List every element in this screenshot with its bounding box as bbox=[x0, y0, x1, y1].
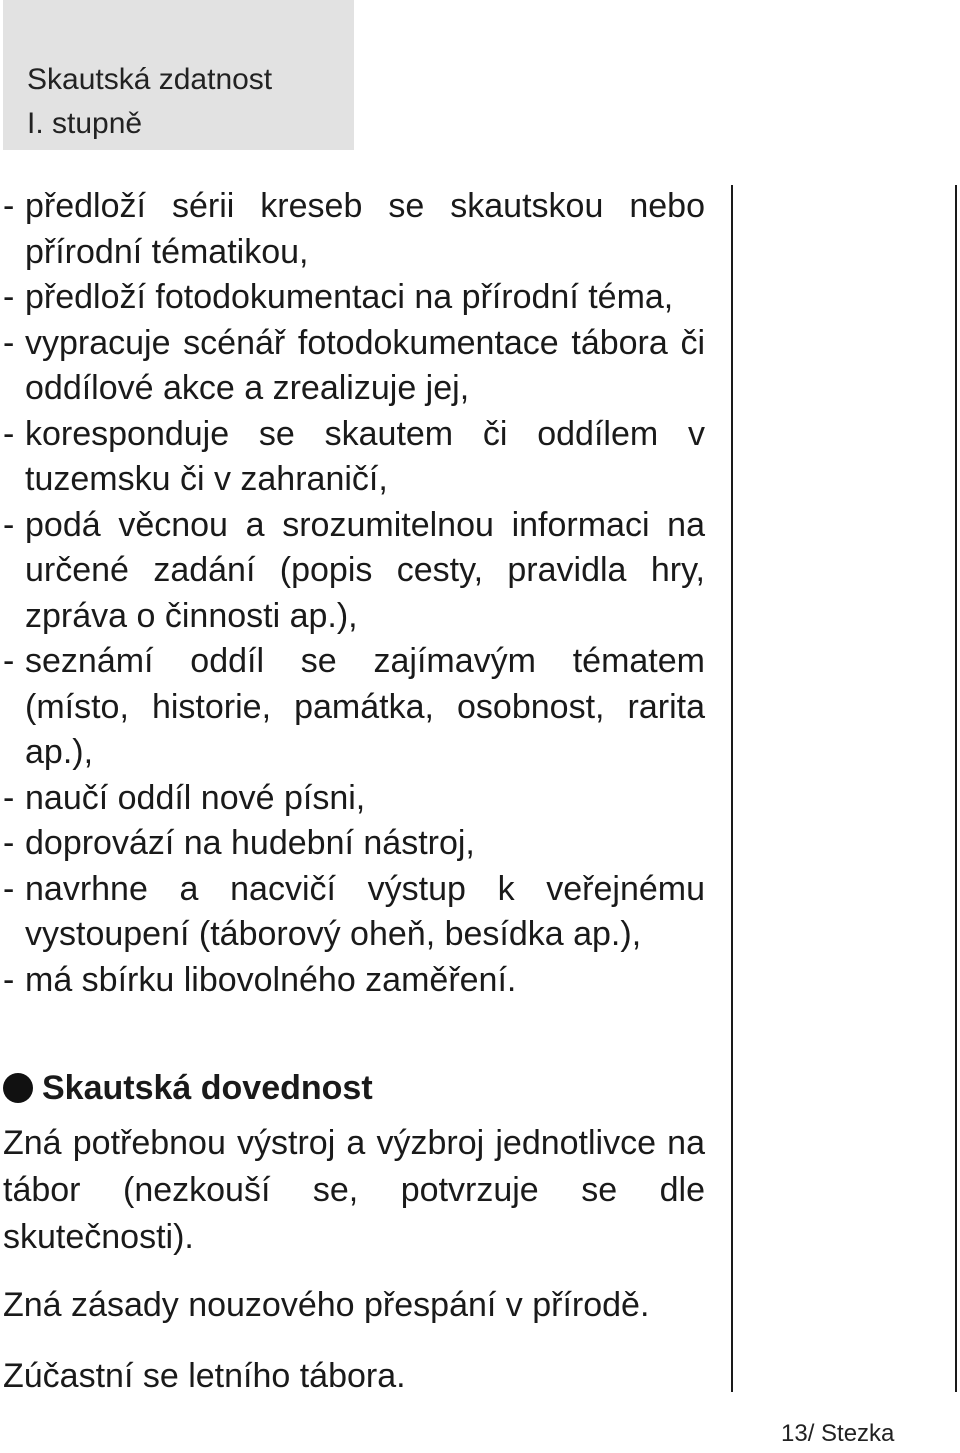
list-item-text: má sbírku libovolného zaměření. bbox=[25, 960, 517, 999]
list-item bbox=[3, 275, 705, 321]
list-dash: - bbox=[3, 187, 15, 225]
list-item bbox=[3, 958, 705, 1004]
section-header-title bbox=[27, 58, 272, 146]
list-item bbox=[3, 776, 705, 822]
list-item-text: navrhne a nacvičí výstup k veřejnému vystoupení (táborový oheň, besídka ap.), bbox=[25, 869, 705, 953]
list-item bbox=[3, 639, 705, 776]
activity-list bbox=[3, 184, 705, 1003]
list-item-text: koresponduje se skautem či oddílem v tuzemsku či v zahraničí, bbox=[25, 414, 705, 498]
list-item-text: podá věcnou a srozumitelnou informaci na určené zadání (popis cesty, pravidla hry, zpráva o činnosti ap.), bbox=[25, 505, 705, 635]
list-item-text: vypracuje scénář fotodokumentace tábora či oddílové akce a zrealizuje jej, bbox=[25, 323, 705, 407]
list-item bbox=[3, 412, 705, 503]
list-item-text: předloží fotodokumentaci na přírodní téma, bbox=[25, 278, 674, 316]
paragraph-summer-camp: Zúčastní se letního tábora. bbox=[3, 1357, 406, 1395]
paragraph-equipment: Zná potřebnou výstroj a výzbroj jednotlivce na tábor (nezkouší se, potvrzuje se dle skutečnosti). bbox=[3, 1124, 705, 1256]
list-item-text: doprovází na hudební nástroj, bbox=[25, 824, 475, 862]
list-item bbox=[3, 821, 705, 867]
list-item bbox=[3, 867, 705, 958]
list-dash: - bbox=[3, 869, 15, 908]
page-number: 13/ Stezka bbox=[781, 1420, 895, 1447]
list-dash: - bbox=[3, 414, 15, 453]
list-dash: - bbox=[3, 778, 15, 817]
paragraph-overnight: Zná zásady nouzového přespání v přírodě. bbox=[3, 1286, 650, 1324]
bullet-dot-icon bbox=[3, 1073, 33, 1103]
list-dash: - bbox=[3, 824, 15, 862]
list-dash: - bbox=[3, 278, 15, 316]
list-item-text: předloží sérii kreseb se skautskou nebo přírodní tématikou, bbox=[25, 187, 705, 271]
list-item-text: seznámí oddíl se zajímavým tématem (místo, historie, památka, osobnost, rarita ap.), bbox=[25, 642, 705, 771]
section-heading bbox=[3, 1064, 373, 1112]
list-dash: - bbox=[3, 960, 15, 999]
list-dash: - bbox=[3, 642, 15, 680]
list-item bbox=[3, 184, 705, 275]
list-item-text: naučí oddíl nové písni, bbox=[25, 778, 366, 817]
list-dash: - bbox=[3, 505, 15, 544]
header-line-2: I. stupně bbox=[27, 107, 143, 140]
list-item bbox=[3, 321, 705, 412]
section-heading-text: Skautská dovednost bbox=[42, 1068, 373, 1107]
column-rule-right bbox=[955, 185, 957, 1392]
list-item bbox=[3, 503, 705, 640]
header-line-1: Skautská zdatnost bbox=[27, 63, 273, 96]
column-rule-left bbox=[731, 185, 733, 1392]
list-dash: - bbox=[3, 323, 15, 362]
